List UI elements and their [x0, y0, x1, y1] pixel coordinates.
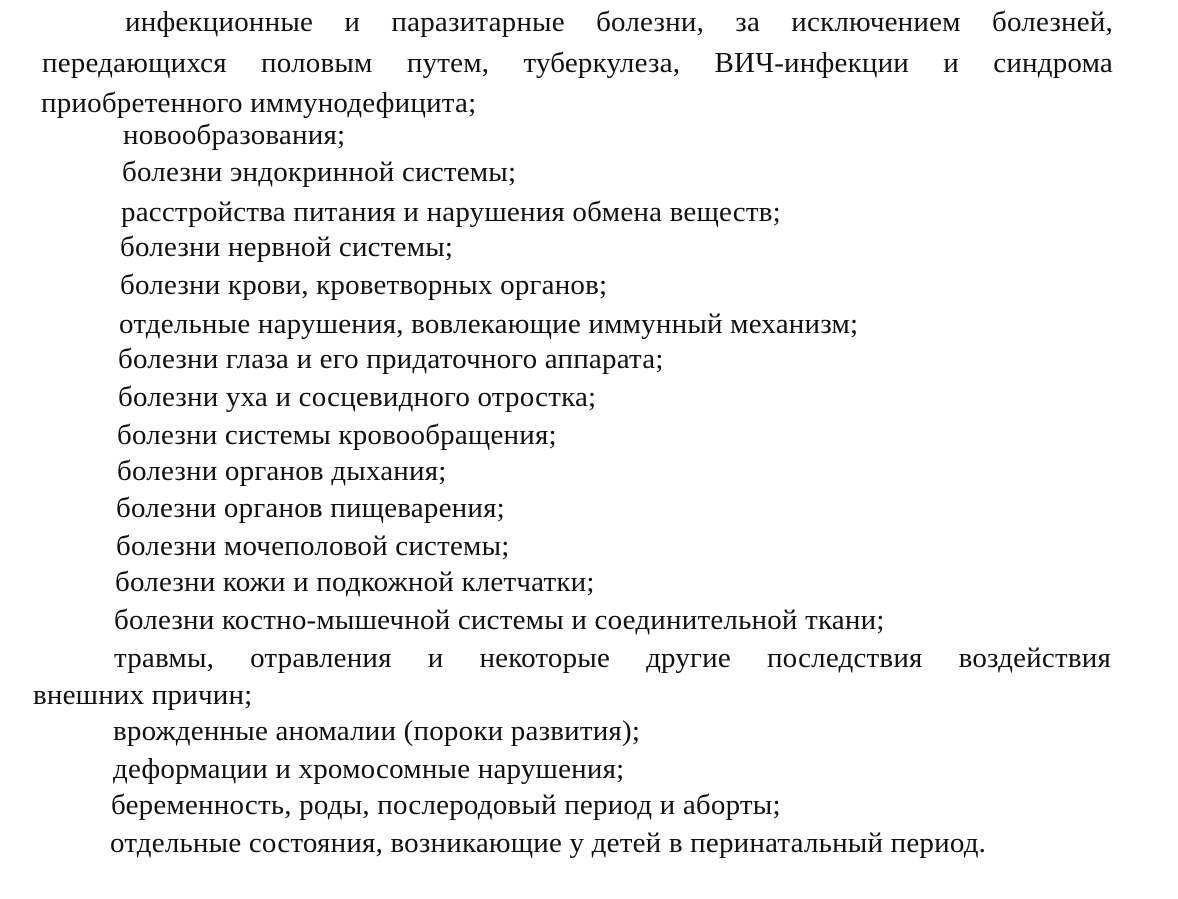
text-line-18: травмы, отравления и некоторые другие последствия воздействия	[114, 642, 1111, 674]
text-line-6: расстройства питания и нарушения обмена веществ;	[121, 196, 781, 228]
text-line-12: болезни системы кровообращения;	[117, 419, 557, 451]
text-line-1: инфекционные и паразитарные болезни, за исключением болезней,	[125, 6, 1113, 38]
text-line-20: врожденные аномалии (пороки развития);	[113, 715, 641, 747]
text-line-19: внешних причин;	[33, 679, 253, 711]
text-line-23: отдельные состояния, возникающие у детей в перинатальный период.	[110, 827, 987, 859]
text-line-10: болезни глаза и его придаточного аппарата;	[118, 343, 664, 375]
text-line-21: деформации и хромосомные нарушения;	[113, 753, 625, 785]
text-line-22: беременность, роды, послеродовый период и аборты;	[111, 789, 781, 821]
text-line-11: болезни уха и сосцевидного отростка;	[118, 381, 597, 413]
text-line-2: передающихся половым путем, туберкулеза, ВИЧ-инфекции и синдрома	[42, 47, 1113, 79]
text-line-13: болезни органов дыхания;	[117, 455, 447, 487]
text-line-14: болезни органов пищеварения;	[116, 492, 505, 524]
text-line-3: приобретенного иммунодефицита;	[41, 87, 477, 119]
text-line-5: болезни эндокринной системы;	[122, 156, 517, 188]
text-line-16: болезни кожи и подкожной клетчатки;	[115, 566, 595, 598]
text-line-4: новообразования;	[123, 119, 346, 151]
text-line-7: болезни нервной системы;	[120, 231, 454, 263]
text-line-17: болезни костно-мышечной системы и соединительной ткани;	[114, 604, 885, 636]
text-line-9: отдельные нарушения, вовлекающие иммунный механизм;	[119, 308, 859, 340]
text-line-15: болезни мочеполовой системы;	[116, 530, 510, 562]
text-line-8: болезни крови, кроветворных органов;	[120, 269, 608, 301]
